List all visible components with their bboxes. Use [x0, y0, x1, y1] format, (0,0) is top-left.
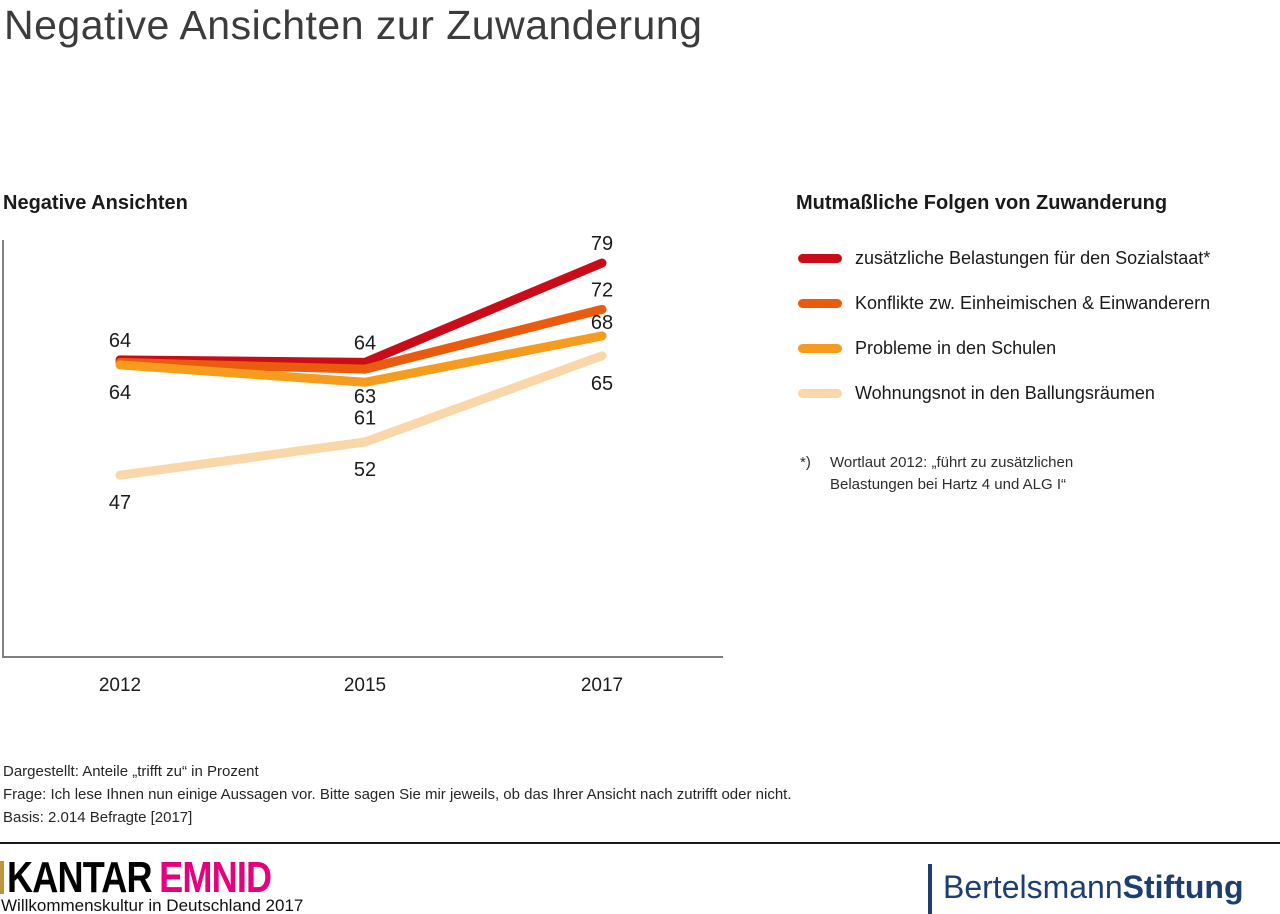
legend-heading: Mutmaßliche Folgen von Zuwanderung: [796, 192, 1168, 214]
legend-marker-orange: [798, 344, 842, 353]
footnote-line-2: Belastungen bei Hartz 4 und ALG I“: [830, 476, 1066, 493]
note-frage: Frage: Ich lese Ihnen nun einige Aussagen vor. Bitte sagen Sie mir jeweils, ob das Ihrer Ansicht nach zutrifft oder nicht.: [3, 786, 792, 803]
study-title: Willkommenskultur in Deutschland 2017: [1, 896, 304, 914]
bertelsmann-stiftung-logo: [943, 869, 1243, 906]
svg-text:64: 64: [353, 332, 377, 355]
footnote-marker: *): [800, 454, 811, 471]
svg-text:47: 47: [108, 492, 132, 515]
line-chart: [0, 0, 760, 740]
legend-marker-orange-red: [798, 299, 842, 308]
legend-marker-dark-red: [798, 254, 842, 263]
page-title: Negative Ansichten zur Zuwanderung: [4, 2, 703, 48]
legend-item-konflikte: [798, 281, 1280, 326]
svg-text:68: 68: [590, 311, 614, 334]
svg-text:52: 52: [353, 459, 377, 481]
svg-text:64: 64: [108, 381, 132, 404]
footnote-line-1: Wortlaut 2012: „führt zu zusätzlichen: [830, 454, 1074, 471]
note-dargestellt: Dargestellt: Anteile „trifft zu“ in Prozent: [3, 763, 259, 780]
svg-text:2017: 2017: [580, 675, 624, 696]
svg-text:61: 61: [353, 407, 377, 430]
svg-text:64: 64: [108, 329, 132, 352]
legend-item-label: zusätzliche Belastungen für den Sozialstaat*: [855, 248, 1211, 268]
kantar-gold-bar: [0, 861, 4, 894]
footer-divider: [0, 842, 1280, 844]
bertelsmann-logo-bar: [928, 864, 932, 914]
emnid-logo-text: EMNID: [159, 853, 272, 902]
legend-item-wohnungsnot: [798, 371, 1280, 416]
chart-heading: Negative Ansichten: [3, 192, 188, 214]
legend-item-label: Wohnungsnot in den Ballungsräumen: [855, 383, 1155, 403]
stiftung-logo-text: Stiftung: [1122, 869, 1244, 905]
footnote-text: [830, 452, 1073, 496]
svg-text:2015: 2015: [343, 675, 387, 696]
svg-text:2012: 2012: [98, 675, 142, 696]
legend-item-label: Probleme in den Schulen: [855, 338, 1057, 358]
kantar-logo-text: KANTAR: [7, 853, 152, 902]
source-notes: [3, 760, 792, 829]
svg-text:79: 79: [590, 233, 614, 255]
svg-text:72: 72: [590, 279, 614, 302]
legend-item-schulen: [798, 326, 1280, 371]
note-basis: Basis: 2.014 Befragte [2017]: [3, 809, 193, 826]
footnote: [800, 452, 1073, 496]
bertelsmann-logo-text: Bertelsmann: [943, 869, 1123, 905]
svg-text:65: 65: [590, 372, 614, 395]
legend-item-label: Konflikte zw. Einheimischen & Einwanderern: [855, 293, 1211, 313]
legend-item-sozialstaat: [798, 236, 1280, 281]
legend-marker-peach: [798, 389, 842, 398]
svg-text:63: 63: [353, 386, 377, 409]
legend: [798, 236, 1280, 416]
